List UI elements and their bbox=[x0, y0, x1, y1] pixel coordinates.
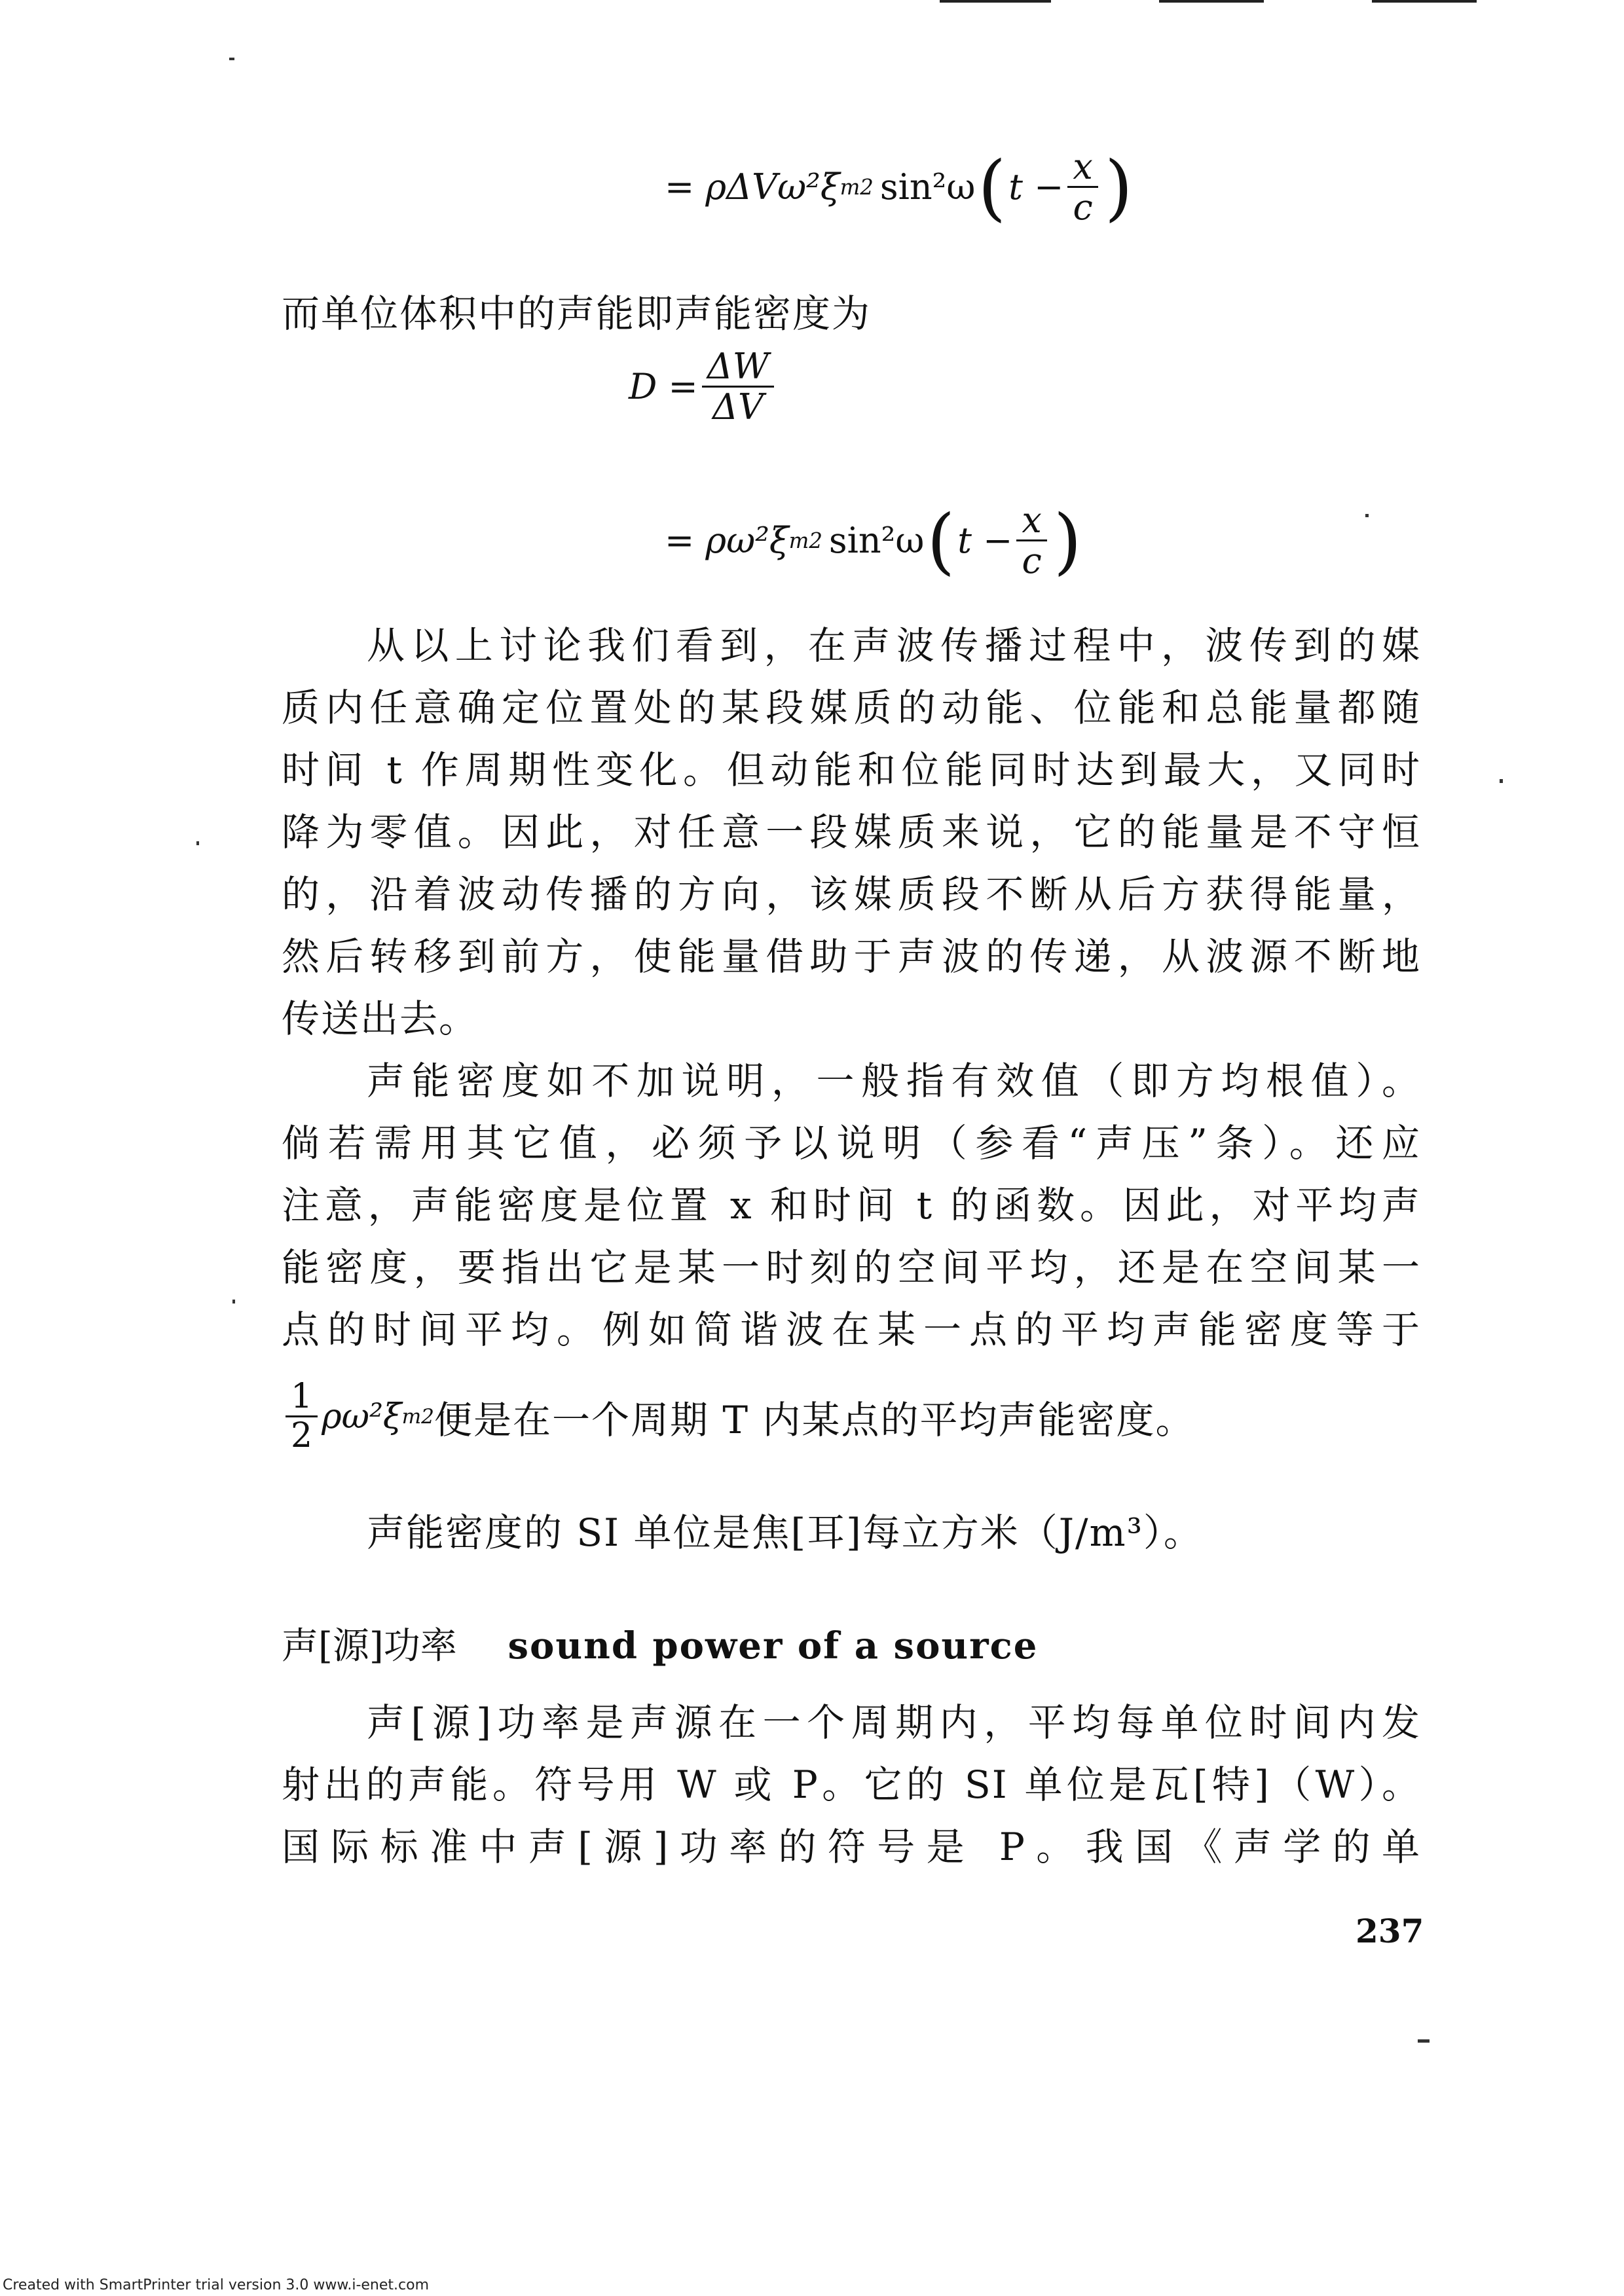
scan-speck bbox=[1418, 2039, 1430, 2043]
page-number: 237 bbox=[1356, 1912, 1424, 1950]
si-unit-line: 声能密度的 SI 单位是焦[耳]每立方米（J/m³）。 bbox=[367, 1510, 1203, 1555]
footer-credit: Created with SmartPrinter trial version 3.0 www.i-enet.com bbox=[3, 2277, 429, 2293]
scan-speck bbox=[1500, 779, 1503, 783]
entry-heading bbox=[282, 1617, 1038, 1669]
equation-2: D = $\frac{\Delta W}{\Delta V}$ bbox=[629, 347, 778, 427]
para3-line: 射出的声能。符号用 W 或 P。它的 SI 单位是瓦[特]（W）。 bbox=[282, 1762, 1421, 1807]
average-energy-formula: $\frac{1}{2}$ ρω²ξ m 2 便是在一个周期 T 内某点的平均声能密度。 bbox=[282, 1378, 1195, 1455]
equation-1: = ρΔVω²ξ m 2 sin²ω ( t − $\frac{x}{c}$ ) bbox=[665, 145, 1133, 229]
para3-line: 国际标准中声[源]功率的符号是 P。我国《声学的单 bbox=[282, 1825, 1421, 1869]
header-rule bbox=[940, 0, 1051, 3]
para1-line: 的，沿着波动传播的方向，该媒质段不断从后方获得能量， bbox=[282, 872, 1421, 917]
equation-3: = ρω²ξ m 2 sin²ω ( t − $\frac{x}{c}$ ) bbox=[665, 498, 1082, 583]
entry-heading-cn: 声[源]功率 bbox=[282, 1625, 457, 1667]
entry-heading-en: sound power of a source bbox=[507, 1624, 1039, 1667]
para1-line: 然后转移到前方，使能量借助于声波的传递，从波源不断地 bbox=[282, 934, 1421, 979]
scan-speck bbox=[232, 1300, 235, 1303]
para2-line: 声能密度如不加说明，一般指有效值（即方均根值）。 bbox=[367, 1059, 1421, 1103]
scan-speck bbox=[196, 841, 199, 845]
header-rule bbox=[1372, 0, 1477, 3]
para2-line: 点的时间平均。例如简谐波在某一点的平均声能密度等于 bbox=[282, 1307, 1421, 1352]
scan-speck bbox=[1365, 514, 1369, 517]
para1-line: 时间 t 作周期性变化。但动能和位能同时达到最大，又同时 bbox=[282, 748, 1421, 792]
para2-line: 能密度，要指出它是某一时刻的空间平均，还是在空间某一 bbox=[282, 1245, 1421, 1290]
para1-line: 质内任意确定位置处的某段媒质的动能、位能和总能量都随 bbox=[282, 685, 1421, 730]
para1-line: 传送出去。 bbox=[282, 996, 479, 1041]
scan-speck bbox=[229, 58, 234, 60]
intro-line: 而单位体积中的声能即声能密度为 bbox=[282, 291, 872, 336]
header-rule bbox=[1159, 0, 1264, 3]
para1-line: 从以上讨论我们看到，在声波传播过程中，波传到的媒 bbox=[367, 623, 1421, 668]
para1-line: 降为零值。因此，对任意一段媒质来说，它的能量是不守恒 bbox=[282, 810, 1421, 854]
para2-line: 注意，声能密度是位置 x 和时间 t 的函数。因此，对平均声 bbox=[282, 1183, 1421, 1228]
para2-line: 倘若需用其它值，必须予以说明（参看“声压”条）。还应 bbox=[282, 1121, 1421, 1165]
para3-line: 声[源]功率是声源在一个周期内，平均每单位时间内发 bbox=[367, 1700, 1421, 1745]
